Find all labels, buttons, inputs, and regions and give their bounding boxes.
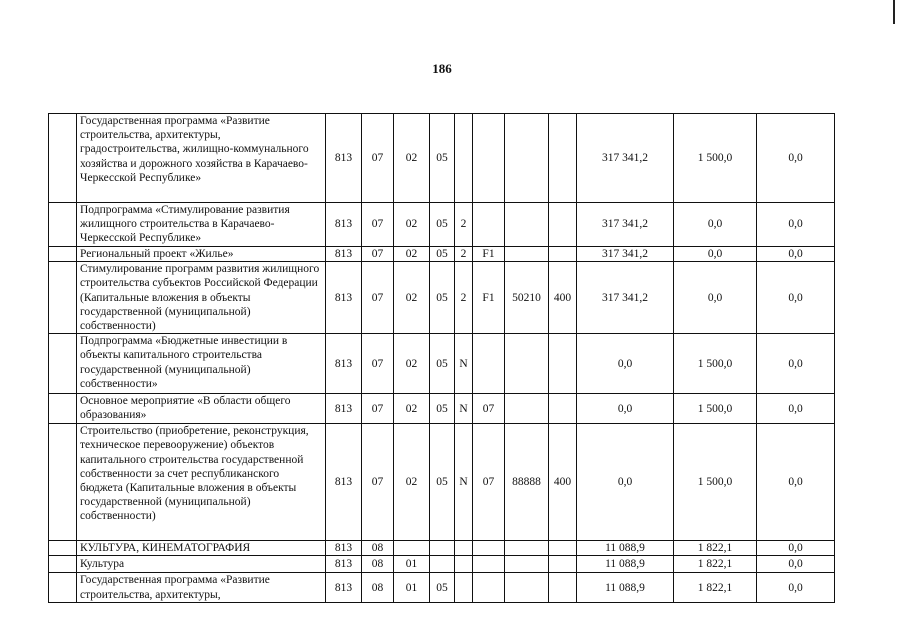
cell-subsection: 02 bbox=[394, 262, 430, 334]
cell-target-subprogram: N bbox=[455, 424, 473, 541]
cell-section: 08 bbox=[362, 541, 394, 556]
cell-target-subprogram bbox=[455, 556, 473, 573]
cell-amount-year-2: 0,0 bbox=[674, 203, 757, 247]
table-row bbox=[49, 247, 835, 262]
cell-target-direction bbox=[505, 203, 549, 247]
table-row bbox=[49, 203, 835, 247]
cell-amount-year-3: 0,0 bbox=[757, 394, 835, 424]
page-edge-mark bbox=[893, 0, 895, 24]
cell-amount-year-3: 0,0 bbox=[757, 573, 835, 602]
cell-amount-year-1: 317 341,2 bbox=[577, 262, 674, 334]
cell-target-activity bbox=[473, 114, 505, 203]
cell-target-activity bbox=[473, 334, 505, 394]
cell-amount-year-2: 1 500,0 bbox=[674, 394, 757, 424]
cell-grbs: 813 bbox=[326, 556, 362, 573]
cell-target-program: 05 bbox=[430, 334, 455, 394]
cell-section: 07 bbox=[362, 114, 394, 203]
cell-target-activity bbox=[473, 573, 505, 602]
cell-target-direction bbox=[505, 556, 549, 573]
cell-subsection: 02 bbox=[394, 203, 430, 247]
cell-subsection: 02 bbox=[394, 334, 430, 394]
cell-subsection: 01 bbox=[394, 573, 430, 602]
cell-item-name: КУЛЬТУРА, КИНЕМАТОГРАФИЯ bbox=[77, 541, 326, 556]
cell-amount-year-1: 317 341,2 bbox=[577, 247, 674, 262]
cell-expense-type: 400 bbox=[549, 262, 577, 334]
cell-amount-year-1: 11 088,9 bbox=[577, 573, 674, 602]
cell-amount-year-3: 0,0 bbox=[757, 541, 835, 556]
cell-section: 08 bbox=[362, 556, 394, 573]
cell-target-activity: 07 bbox=[473, 424, 505, 541]
cell-amount-year-1: 0,0 bbox=[577, 424, 674, 541]
cell-target-direction bbox=[505, 394, 549, 424]
cell-target-program bbox=[430, 541, 455, 556]
cell-margin bbox=[49, 114, 77, 203]
cell-item-name: Строительство (приобретение, реконструкция, техническое перевооружение) объектов капитального строительства государственной собственности за счет республиканского бюджета (Капитальные вложения в объекты государственной (муниципальной) собственности) bbox=[77, 424, 326, 541]
cell-target-direction bbox=[505, 573, 549, 602]
cell-target-subprogram: 2 bbox=[455, 247, 473, 262]
cell-section: 07 bbox=[362, 334, 394, 394]
cell-item-name: Культура bbox=[77, 556, 326, 573]
cell-target-direction bbox=[505, 541, 549, 556]
cell-target-program: 05 bbox=[430, 394, 455, 424]
cell-amount-year-3: 0,0 bbox=[757, 424, 835, 541]
cell-amount-year-2: 1 500,0 bbox=[674, 424, 757, 541]
cell-target-activity: 07 bbox=[473, 394, 505, 424]
cell-target-direction bbox=[505, 114, 549, 203]
cell-item-name: Основное мероприятие «В области общего образования» bbox=[77, 394, 326, 424]
cell-section: 07 bbox=[362, 203, 394, 247]
cell-amount-year-1: 0,0 bbox=[577, 334, 674, 394]
cell-target-program: 05 bbox=[430, 262, 455, 334]
cell-grbs: 813 bbox=[326, 247, 362, 262]
cell-amount-year-1: 11 088,9 bbox=[577, 556, 674, 573]
cell-grbs: 813 bbox=[326, 394, 362, 424]
cell-amount-year-2: 0,0 bbox=[674, 247, 757, 262]
cell-target-activity bbox=[473, 203, 505, 247]
cell-amount-year-1: 0,0 bbox=[577, 394, 674, 424]
cell-item-name: Государственная программа «Развитие строительства, архитектуры, bbox=[77, 573, 326, 602]
cell-target-program: 05 bbox=[430, 573, 455, 602]
cell-target-activity: F1 bbox=[473, 262, 505, 334]
cell-item-name: Стимулирование программ развития жилищного строительства субъектов Российской Федерации (Капитальные вложения в объекты государственной (муниципальной) собственности) bbox=[77, 262, 326, 334]
cell-margin bbox=[49, 262, 77, 334]
cell-target-program: 05 bbox=[430, 203, 455, 247]
cell-amount-year-2: 1 822,1 bbox=[674, 541, 757, 556]
cell-amount-year-2: 0,0 bbox=[674, 262, 757, 334]
table-row bbox=[49, 556, 835, 573]
cell-amount-year-1: 317 341,2 bbox=[577, 114, 674, 203]
cell-expense-type bbox=[549, 114, 577, 203]
cell-expense-type bbox=[549, 247, 577, 262]
cell-margin bbox=[49, 556, 77, 573]
cell-amount-year-1: 11 088,9 bbox=[577, 541, 674, 556]
cell-amount-year-2: 1 822,1 bbox=[674, 556, 757, 573]
cell-section: 07 bbox=[362, 262, 394, 334]
cell-target-subprogram: N bbox=[455, 394, 473, 424]
cell-expense-type bbox=[549, 334, 577, 394]
cell-section: 07 bbox=[362, 424, 394, 541]
cell-expense-type bbox=[549, 573, 577, 602]
table-row bbox=[49, 262, 835, 334]
budget-table bbox=[48, 113, 835, 603]
cell-item-name: Подпрограмма «Стимулирование развития жилищного строительства в Карачаево-Черкесской Республике» bbox=[77, 203, 326, 247]
cell-item-name: Подпрограмма «Бюджетные инвестиции в объекты капитального строительства государственной (муниципальной) собственности» bbox=[77, 334, 326, 394]
cell-target-program: 05 bbox=[430, 424, 455, 541]
cell-subsection: 02 bbox=[394, 247, 430, 262]
table-row bbox=[49, 114, 835, 203]
cell-subsection: 02 bbox=[394, 424, 430, 541]
cell-target-subprogram: 2 bbox=[455, 262, 473, 334]
cell-amount-year-3: 0,0 bbox=[757, 114, 835, 203]
cell-target-subprogram: N bbox=[455, 334, 473, 394]
cell-margin bbox=[49, 394, 77, 424]
cell-subsection bbox=[394, 541, 430, 556]
cell-amount-year-3: 0,0 bbox=[757, 334, 835, 394]
table-row bbox=[49, 424, 835, 541]
cell-target-subprogram bbox=[455, 114, 473, 203]
page-number: 186 bbox=[432, 61, 452, 76]
cell-expense-type: 400 bbox=[549, 424, 577, 541]
cell-amount-year-1: 317 341,2 bbox=[577, 203, 674, 247]
cell-amount-year-3: 0,0 bbox=[757, 203, 835, 247]
cell-target-program: 05 bbox=[430, 247, 455, 262]
cell-subsection: 02 bbox=[394, 394, 430, 424]
table-row bbox=[49, 541, 835, 556]
cell-amount-year-2: 1 500,0 bbox=[674, 334, 757, 394]
cell-margin bbox=[49, 203, 77, 247]
cell-margin bbox=[49, 573, 77, 602]
cell-target-activity bbox=[473, 556, 505, 573]
cell-target-direction: 88888 bbox=[505, 424, 549, 541]
cell-amount-year-3: 0,0 bbox=[757, 262, 835, 334]
cell-target-activity bbox=[473, 541, 505, 556]
cell-grbs: 813 bbox=[326, 334, 362, 394]
cell-section: 07 bbox=[362, 247, 394, 262]
cell-expense-type bbox=[549, 541, 577, 556]
cell-target-direction bbox=[505, 334, 549, 394]
cell-amount-year-3: 0,0 bbox=[757, 247, 835, 262]
cell-target-activity: F1 bbox=[473, 247, 505, 262]
cell-grbs: 813 bbox=[326, 203, 362, 247]
cell-subsection: 01 bbox=[394, 556, 430, 573]
table-row bbox=[49, 573, 835, 602]
cell-amount-year-3: 0,0 bbox=[757, 556, 835, 573]
cell-section: 07 bbox=[362, 394, 394, 424]
cell-grbs: 813 bbox=[326, 114, 362, 203]
cell-grbs: 813 bbox=[326, 541, 362, 556]
cell-subsection: 02 bbox=[394, 114, 430, 203]
cell-margin bbox=[49, 247, 77, 262]
table-row bbox=[49, 334, 835, 394]
cell-target-subprogram bbox=[455, 573, 473, 602]
table-row bbox=[49, 394, 835, 424]
cell-target-direction bbox=[505, 247, 549, 262]
cell-target-subprogram bbox=[455, 541, 473, 556]
cell-section: 08 bbox=[362, 573, 394, 602]
cell-target-program: 05 bbox=[430, 114, 455, 203]
cell-margin bbox=[49, 541, 77, 556]
cell-target-program bbox=[430, 556, 455, 573]
cell-margin bbox=[49, 334, 77, 394]
cell-expense-type bbox=[549, 556, 577, 573]
cell-item-name: Региональный проект «Жилье» bbox=[77, 247, 326, 262]
cell-grbs: 813 bbox=[326, 424, 362, 541]
cell-item-name: Государственная программа «Развитие строительства, архитектуры, градостроительства, жилищно-коммунального хозяйства и дорожного хозяйства в Карачаево-Черкесской Республике» bbox=[77, 114, 326, 203]
cell-target-direction: 50210 bbox=[505, 262, 549, 334]
cell-grbs: 813 bbox=[326, 573, 362, 602]
cell-expense-type bbox=[549, 203, 577, 247]
cell-amount-year-2: 1 822,1 bbox=[674, 573, 757, 602]
cell-target-subprogram: 2 bbox=[455, 203, 473, 247]
cell-margin bbox=[49, 424, 77, 541]
cell-expense-type bbox=[549, 394, 577, 424]
cell-amount-year-2: 1 500,0 bbox=[674, 114, 757, 203]
cell-grbs: 813 bbox=[326, 262, 362, 334]
